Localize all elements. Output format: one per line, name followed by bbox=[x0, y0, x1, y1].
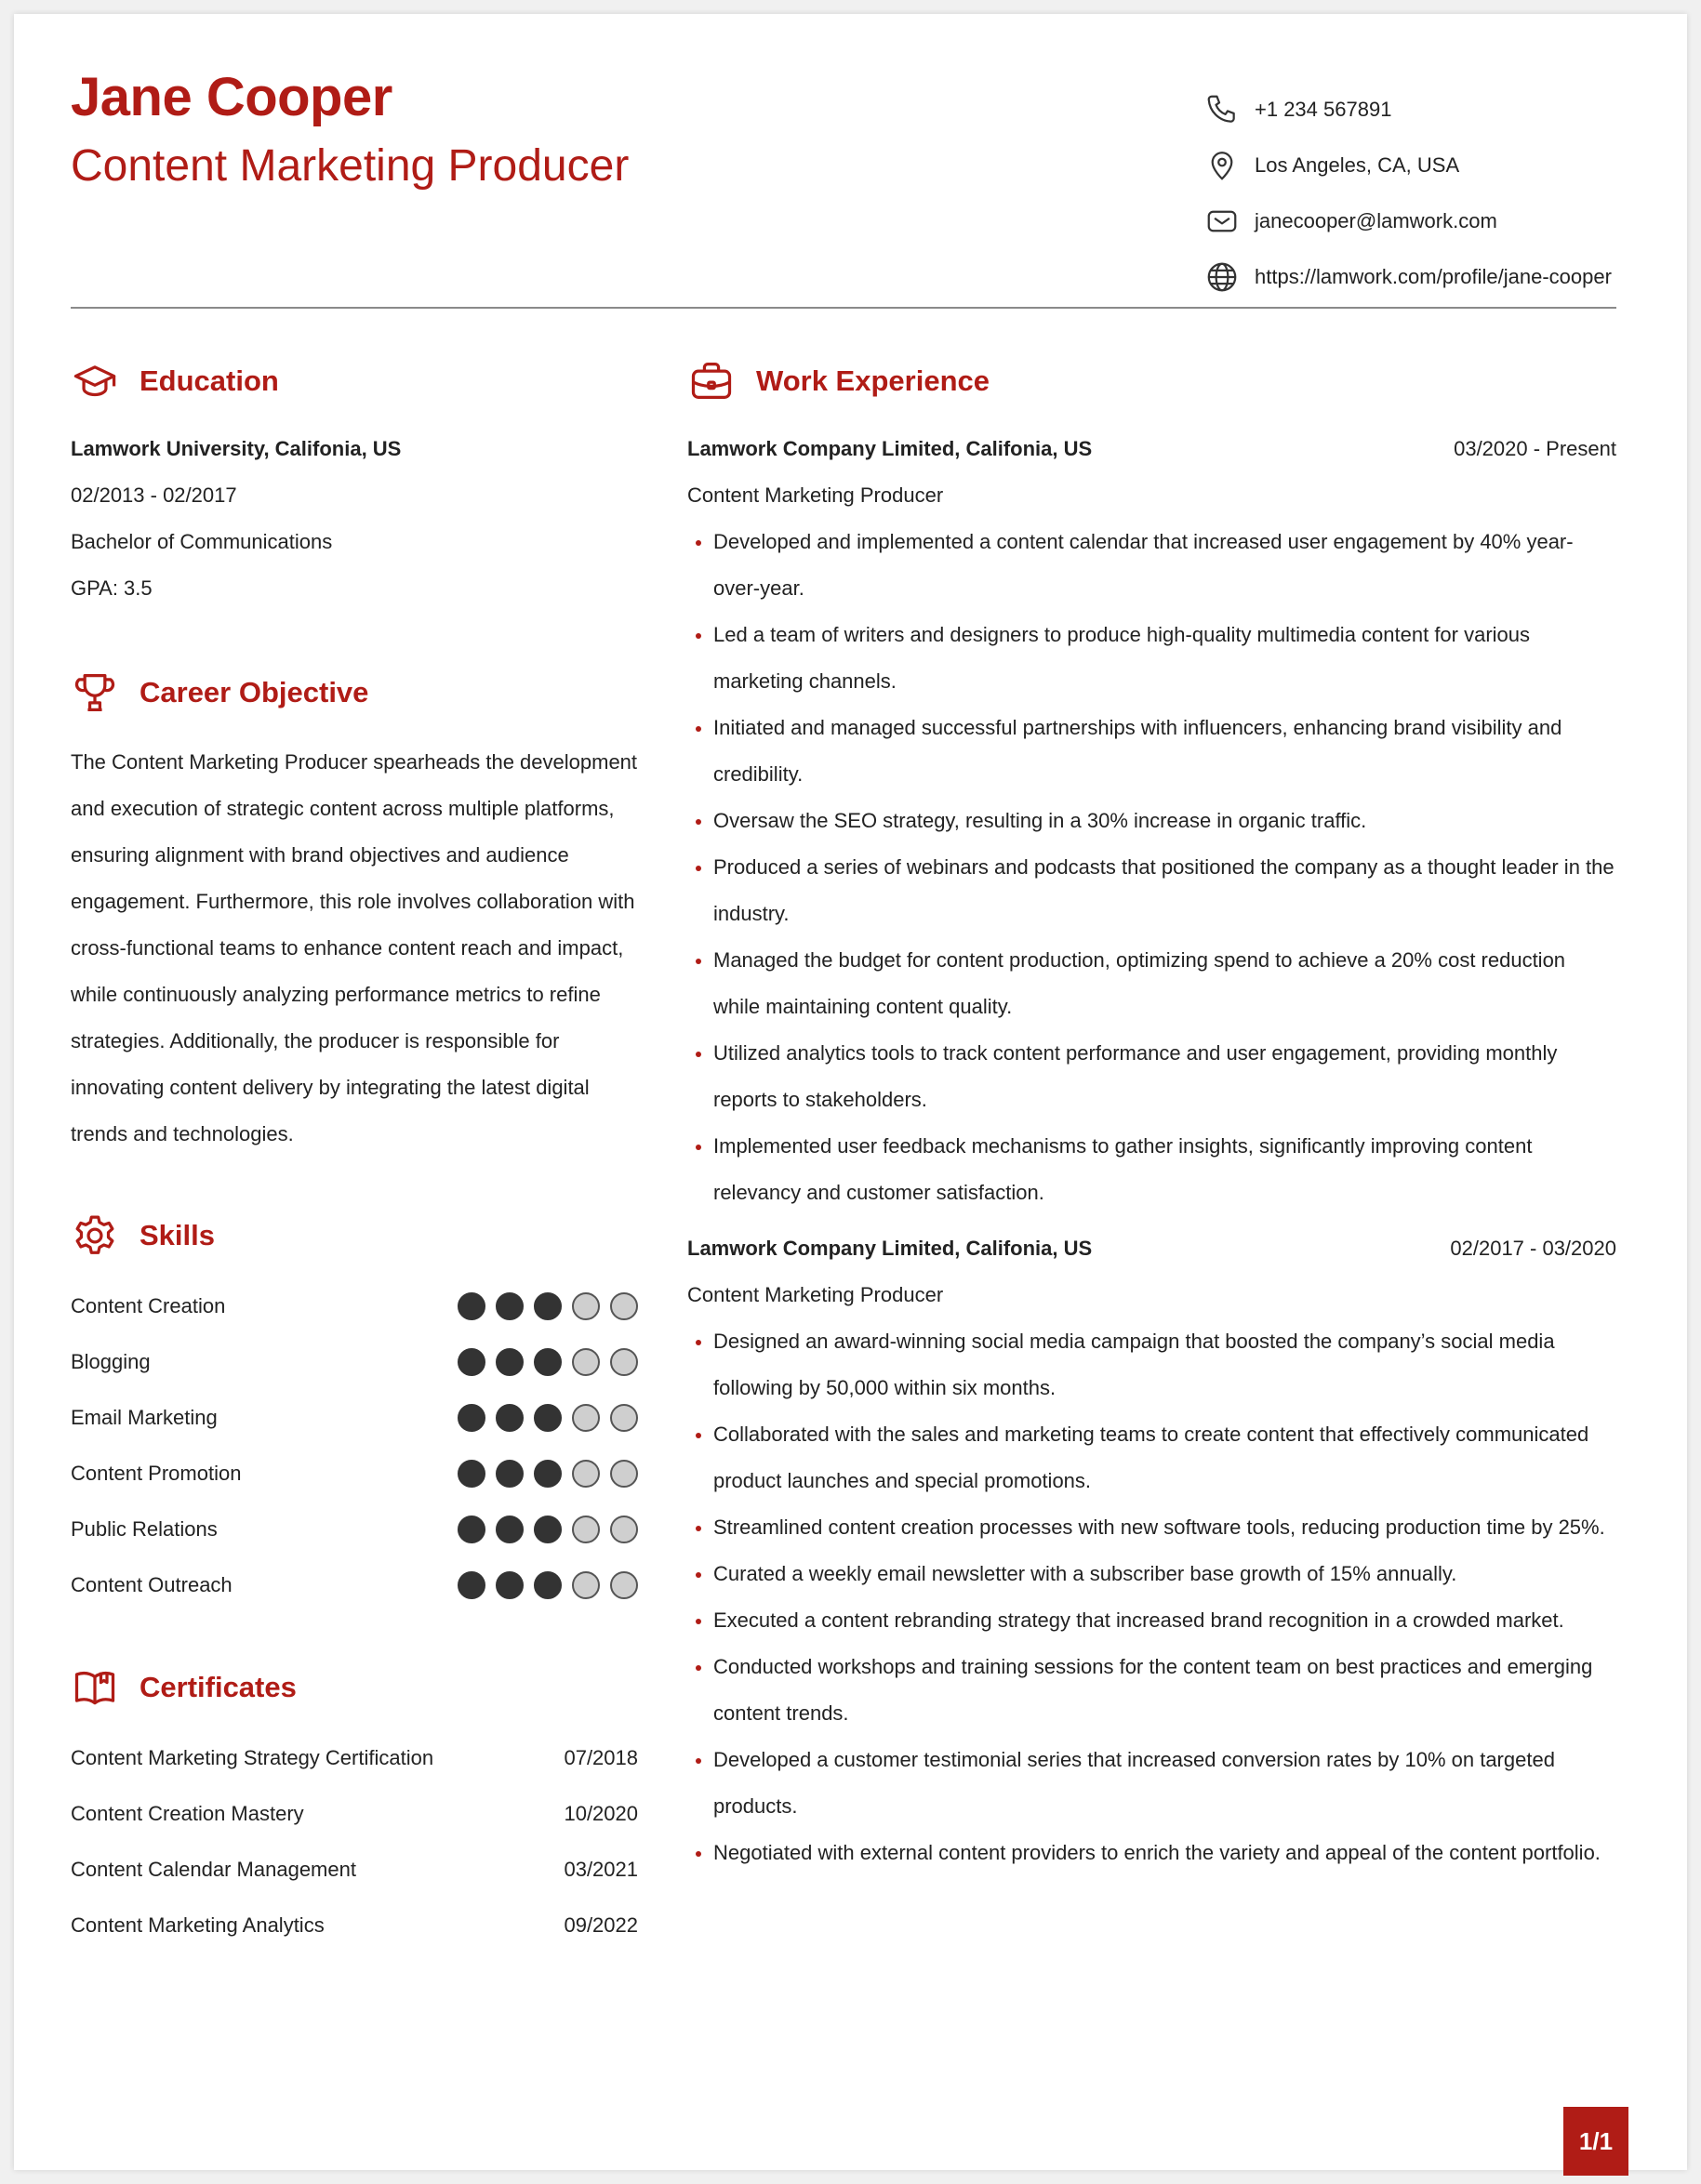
resume-page bbox=[14, 14, 1687, 2170]
skill-dot-filled bbox=[458, 1292, 485, 1320]
skill-row bbox=[71, 1399, 638, 1436]
skill-dot-filled bbox=[496, 1460, 524, 1488]
list-item: Utilized analytics tools to track content performance and user engagement, providing monthly reports to stakeholders. bbox=[687, 1030, 1616, 1123]
graduation-cap-icon bbox=[71, 357, 119, 405]
certificate-date: 03/2021 bbox=[564, 1858, 638, 1881]
education-degree: Bachelor of Communications bbox=[71, 530, 333, 553]
list-item: Developed a customer testimonial series that increased conversion rates by 10% on targeted products. bbox=[687, 1737, 1616, 1830]
list-item: Curated a weekly email newsletter with a subscriber base growth of 15% annually. bbox=[687, 1551, 1616, 1597]
job-2-bullets bbox=[687, 1318, 1616, 1876]
email-text: janecooper@lamwork.com bbox=[1255, 209, 1497, 232]
skill-row bbox=[71, 1567, 638, 1604]
certificate-row bbox=[71, 1740, 638, 1777]
job-1-dates: 03/2020 - Present bbox=[1454, 437, 1616, 460]
skill-dot-filled bbox=[496, 1404, 524, 1432]
phone-icon bbox=[1204, 92, 1240, 127]
certificate-date: 09/2022 bbox=[564, 1913, 638, 1937]
skill-dot-empty bbox=[610, 1404, 638, 1432]
skill-name: Content Outreach bbox=[71, 1573, 233, 1596]
contact-email[interactable] bbox=[1204, 193, 1612, 249]
header-divider bbox=[71, 307, 1616, 309]
work-heading: Work Experience bbox=[687, 357, 990, 405]
skill-dot-filled bbox=[458, 1571, 485, 1599]
job-2-company: Lamwork Company Limited, Califonia, US bbox=[687, 1237, 1093, 1260]
mail-icon bbox=[1204, 204, 1240, 239]
skill-dot-empty bbox=[572, 1348, 600, 1376]
skill-row bbox=[71, 1511, 638, 1548]
list-item: Oversaw the SEO strategy, resulting in a 30% increase in organic traffic. bbox=[687, 798, 1616, 844]
job-1-role: Content Marketing Producer bbox=[687, 483, 944, 507]
skill-name: Public Relations bbox=[71, 1517, 218, 1541]
education-heading: Education bbox=[71, 357, 279, 405]
certificate-name: Content Marketing Analytics bbox=[71, 1913, 325, 1937]
briefcase-icon bbox=[687, 357, 736, 405]
list-item: Implemented user feedback mechanisms to gather insights, significantly improving content relevancy and customer satisfaction. bbox=[687, 1123, 1616, 1216]
education-gpa: GPA: 3.5 bbox=[71, 576, 153, 600]
objective-heading: Career Objective bbox=[71, 668, 368, 717]
skill-dot-empty bbox=[572, 1516, 600, 1543]
skill-dot-filled bbox=[458, 1404, 485, 1432]
skill-level-dots bbox=[458, 1348, 638, 1376]
skill-name: Email Marketing bbox=[71, 1406, 218, 1429]
list-item: Negotiated with external content providers to enrich the variety and appeal of the content portfolio. bbox=[687, 1830, 1616, 1876]
list-item: Streamlined content creation processes with new software tools, reducing production time by 25%. bbox=[687, 1504, 1616, 1551]
skill-dot-filled bbox=[458, 1348, 485, 1376]
location-text: Los Angeles, CA, USA bbox=[1255, 153, 1460, 177]
list-item: Designed an award-winning social media campaign that boosted the company’s social media following by 50,000 within six months. bbox=[687, 1318, 1616, 1411]
skill-dot-empty bbox=[610, 1292, 638, 1320]
skill-level-dots bbox=[458, 1404, 638, 1432]
skill-row bbox=[71, 1288, 638, 1325]
book-icon bbox=[71, 1663, 119, 1712]
phone-text: +1 234 567891 bbox=[1255, 98, 1392, 121]
education-school: Lamwork University, Califonia, US bbox=[71, 437, 402, 460]
skill-level-dots bbox=[458, 1460, 638, 1488]
skill-dot-filled bbox=[458, 1460, 485, 1488]
skill-dot-empty bbox=[572, 1460, 600, 1488]
skill-dot-filled bbox=[534, 1516, 562, 1543]
gear-icon bbox=[71, 1211, 119, 1260]
certificate-name: Content Marketing Strategy Certification bbox=[71, 1746, 434, 1769]
job-2-header bbox=[687, 1225, 1616, 1272]
job-1-company: Lamwork Company Limited, Califonia, US bbox=[687, 437, 1093, 460]
skill-dot-empty bbox=[572, 1571, 600, 1599]
skill-name: Blogging bbox=[71, 1350, 151, 1373]
job-1-header bbox=[687, 426, 1616, 472]
skill-dot-empty bbox=[572, 1292, 600, 1320]
skill-name: Content Promotion bbox=[71, 1462, 242, 1485]
skill-dot-filled bbox=[496, 1348, 524, 1376]
list-item: Produced a series of webinars and podcasts that positioned the company as a thought leader in the industry. bbox=[687, 844, 1616, 937]
list-item: Managed the budget for content production, optimizing spend to achieve a 20% cost reduction while maintaining content quality. bbox=[687, 937, 1616, 1030]
job-2-role: Content Marketing Producer bbox=[687, 1283, 944, 1306]
contact-location bbox=[1204, 138, 1612, 193]
contact-website[interactable] bbox=[1204, 249, 1612, 305]
skill-dot-empty bbox=[610, 1348, 638, 1376]
location-pin-icon bbox=[1204, 148, 1240, 183]
objective-text: The Content Marketing Producer spearheads the development and execution of strategic content across multiple platforms, ensuring alignment with brand objectives and audience engagement. Furthermore, this role involves collaboration with cross-functional teams to enhance content reach and impact, while continuously analyzing performance metrics to refine strategies. Additionally, the producer is responsible for innovating content delivery by integrating the latest digital trends and technologies. bbox=[71, 750, 638, 1145]
skill-row bbox=[71, 1455, 638, 1492]
skill-dot-filled bbox=[458, 1516, 485, 1543]
skill-name: Content Creation bbox=[71, 1294, 226, 1317]
certificate-date: 10/2020 bbox=[564, 1802, 638, 1825]
skill-level-dots bbox=[458, 1516, 638, 1543]
skill-dot-filled bbox=[534, 1348, 562, 1376]
candidate-name: Jane Cooper bbox=[71, 67, 392, 127]
certificate-name: Content Calendar Management bbox=[71, 1858, 356, 1881]
skill-dot-filled bbox=[496, 1571, 524, 1599]
list-item: Conducted workshops and training sessions for the content team on best practices and emerging content trends. bbox=[687, 1644, 1616, 1737]
contact-block bbox=[1204, 82, 1612, 305]
skills-heading: Skills bbox=[71, 1211, 215, 1260]
job-2-dates: 02/2017 - 03/2020 bbox=[1450, 1237, 1616, 1260]
certificate-name: Content Creation Mastery bbox=[71, 1802, 304, 1825]
list-item: Developed and implemented a content calendar that increased user engagement by 40% year-over-year. bbox=[687, 519, 1616, 612]
skill-dot-filled bbox=[534, 1460, 562, 1488]
certificate-date: 07/2018 bbox=[564, 1746, 638, 1769]
certificate-row bbox=[71, 1907, 638, 1944]
trophy-icon bbox=[71, 668, 119, 717]
skill-dot-filled bbox=[534, 1292, 562, 1320]
skill-dot-empty bbox=[610, 1516, 638, 1543]
skill-dot-empty bbox=[610, 1571, 638, 1599]
skill-dot-filled bbox=[534, 1404, 562, 1432]
certificates-heading: Certificates bbox=[71, 1663, 297, 1712]
globe-icon bbox=[1204, 259, 1240, 295]
list-item: Executed a content rebranding strategy that increased brand recognition in a crowded market. bbox=[687, 1597, 1616, 1644]
certificate-row bbox=[71, 1851, 638, 1888]
contact-phone[interactable] bbox=[1204, 82, 1612, 138]
job-1-bullets bbox=[687, 519, 1616, 1216]
certificate-row bbox=[71, 1795, 638, 1833]
skill-level-dots bbox=[458, 1292, 638, 1320]
skill-dot-filled bbox=[496, 1292, 524, 1320]
skill-dot-empty bbox=[572, 1404, 600, 1432]
website-link: https://lamwork.com/profile/jane-cooper bbox=[1255, 265, 1612, 288]
skill-level-dots bbox=[458, 1571, 638, 1599]
education-dates: 02/2013 - 02/2017 bbox=[71, 483, 237, 507]
skill-dot-filled bbox=[496, 1516, 524, 1543]
skill-row bbox=[71, 1343, 638, 1381]
skill-dot-empty bbox=[610, 1460, 638, 1488]
candidate-title: Content Marketing Producer bbox=[71, 141, 630, 191]
list-item: Led a team of writers and designers to produce high-quality multimedia content for various marketing channels. bbox=[687, 612, 1616, 705]
list-item: Collaborated with the sales and marketing teams to create content that effectively communicated product launches and special promotions. bbox=[687, 1411, 1616, 1504]
page-indicator[interactable]: 1/1 bbox=[1563, 2107, 1628, 2176]
list-item: Initiated and managed successful partnerships with influencers, enhancing brand visibility and credibility. bbox=[687, 705, 1616, 798]
skill-dot-filled bbox=[534, 1571, 562, 1599]
